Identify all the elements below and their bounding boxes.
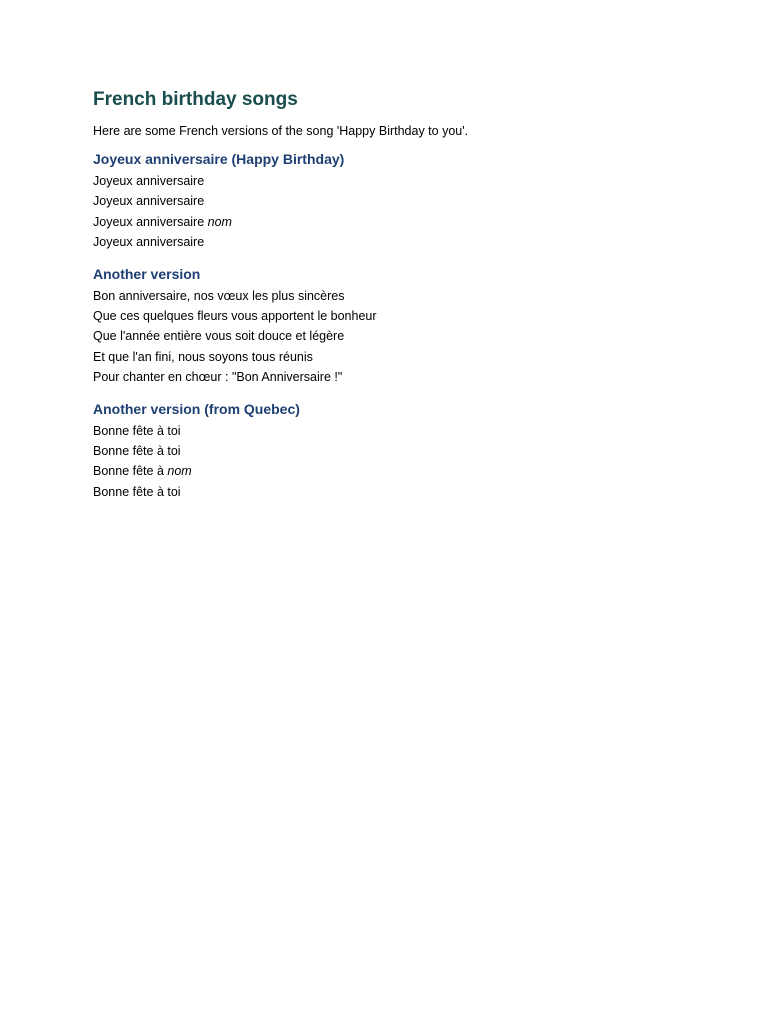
lyric-line: Bonne fête à toi	[93, 423, 181, 438]
lyric-line: Bon anniversaire, nos vœux les plus sincères	[93, 288, 345, 303]
lyric-line: Bonne fête à nom	[93, 464, 192, 479]
section-heading: Another version (from Quebec)	[93, 400, 300, 417]
song-section-joyeux-anniversaire	[93, 149, 713, 253]
placeholder-name: nom	[167, 464, 192, 479]
song-section-another-version	[93, 264, 713, 388]
lyrics-list	[93, 421, 713, 503]
page-title: French birthday songs	[93, 89, 298, 110]
section-heading: Joyeux anniversaire (Happy Birthday)	[93, 151, 345, 167]
lyrics-list	[93, 286, 713, 388]
lyric-line: Joyeux anniversaire	[93, 174, 205, 188]
intro-paragraph: Here are some French versions of the song 'Happy Birthday to you'.	[93, 124, 469, 138]
lyric-line: Pour chanter en chœur : "Bon Anniversaire !"	[93, 370, 343, 385]
lyric-line: Joyeux anniversaire nom	[93, 214, 232, 229]
song-section-quebec	[93, 399, 713, 503]
section-heading: Another version	[93, 265, 201, 282]
lyric-line: Et que l'an fini, nous soyons tous réunis	[93, 349, 313, 364]
lyric-line: Joyeux anniversaire	[93, 194, 205, 209]
lyric-line: Que ces quelques fleurs vous apportent le bonheur	[93, 309, 377, 324]
lyric-line: Joyeux anniversaire	[93, 235, 205, 250]
lyrics-list	[93, 171, 713, 253]
lyric-line: Que l'année entière vous soit douce et légère	[93, 329, 345, 344]
placeholder-name: nom	[207, 214, 232, 229]
document-page	[93, 86, 713, 502]
lyric-line: Bonne fête à toi	[93, 484, 181, 499]
lyric-line: Bonne fête à toi	[93, 444, 181, 459]
